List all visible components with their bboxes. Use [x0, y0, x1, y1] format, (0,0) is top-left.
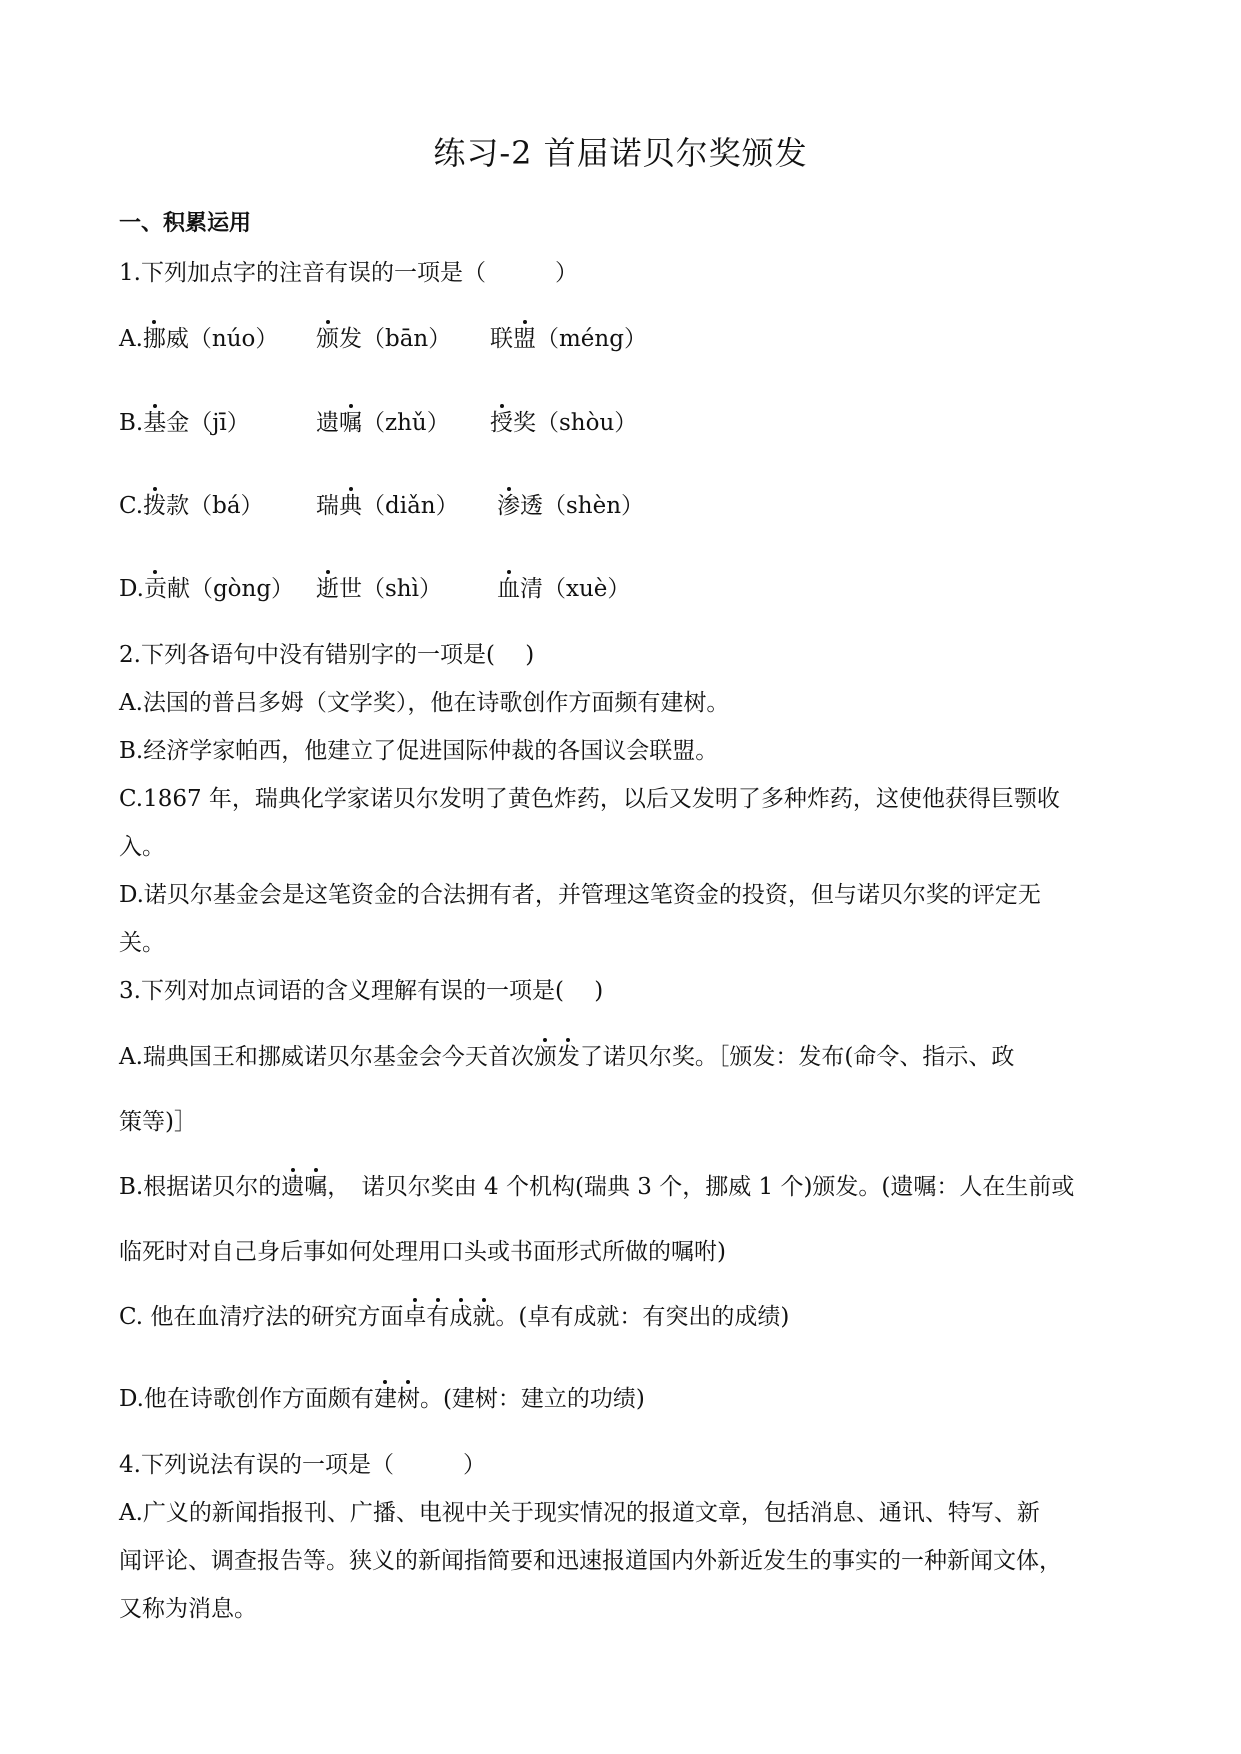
emphasis-dot-word — [534, 1044, 580, 1070]
emphasis-dot-char: 拨 — [143, 493, 167, 519]
emphasis-dot-char: 贡 — [143, 576, 167, 602]
emphasis-dot-word — [374, 1386, 420, 1412]
emphasis-dot-char: 授 — [490, 410, 513, 436]
emphasis-dot-char: 发 — [556, 1044, 580, 1070]
q1-option-c-3: 渗透（shèn） — [497, 493, 645, 519]
q2-option-a: A.法国的普吕多姆（文学奖），他在诗歌创作方面频有建树。 — [119, 690, 730, 716]
q4-option-a-line1: A.广义的新闻指报刊、广播、电视中关于现实情况的报道文章，包括消息、通讯、特写、新 — [119, 1500, 1040, 1526]
emphasis-dot-char: 就 — [472, 1304, 496, 1330]
q1-option-d-1: D.贡献（gòng） — [119, 576, 295, 602]
q1-option-b-2: 遗嘱（zhǔ） — [316, 410, 450, 436]
emphasis-dot-char: 嘱 — [304, 1174, 328, 1200]
q3-option-c: C. 他在血清疗法的研究方面卓有成就。(卓有成就：有突出的成绩) — [119, 1304, 790, 1330]
q2-option-c-line1: C.1867 年，瑞典化学家诺贝尔发明了黄色炸药，以后又发明了多种炸药，这使他获得巨颚收 — [119, 786, 1060, 812]
q1-option-b-3: 授奖（shòu） — [490, 410, 638, 436]
emphasis-dot-char: 渗 — [497, 493, 520, 519]
q3-option-b-line1: B.根据诺贝尔的遗嘱， 诺贝尔奖由 4 个机构(瑞典 3 个，挪威 1 个)颁发。(遗嘱：人在生前或 — [119, 1174, 1075, 1200]
q1-option-b-1: B.基金（jī） — [119, 410, 250, 436]
emphasis-dot-char: 颁 — [533, 1044, 557, 1070]
emphasis-dot-char: 建 — [373, 1386, 397, 1412]
emphasis-dot-char: 成 — [449, 1304, 473, 1330]
q2-option-b: B.经济学家帕西，他建立了促进国际仲裁的各国议会联盟。 — [119, 738, 719, 764]
q1-option-a-2: 颁发（bān） — [316, 326, 452, 352]
q1-option-d-3: 血清（xuè） — [497, 576, 631, 602]
section-heading: 一、积累运用 — [119, 211, 252, 236]
emphasis-dot-char: 嘱 — [339, 410, 362, 436]
emphasis-dot-char: 基 — [143, 410, 167, 436]
emphasis-dot-char: 逝 — [316, 576, 339, 602]
q1-option-d-2: 逝世（shì） — [316, 576, 442, 602]
emphasis-dot-char: 挪 — [142, 326, 166, 352]
q1-option-c-1: C.拨款（bá） — [119, 493, 264, 519]
emphasis-dot-word — [281, 1174, 327, 1200]
q4-option-a-line2: 闻评论、调查报告等。狭义的新闻指简要和迅速报道国内外新近发生的事实的一种新闻文体， — [119, 1548, 1062, 1574]
q1-option-a-3: 联盟（méng） — [490, 326, 647, 352]
question-2-stem: 2.下列各语句中没有错别字的一项是( ) — [119, 642, 535, 668]
emphasis-dot-char: 颁 — [316, 326, 339, 352]
question-1-stem: 1.下列加点字的注音有误的一项是（ ） — [119, 260, 578, 286]
q2-option-d-line2: 关。 — [119, 930, 165, 956]
question-4-stem: 4.下列说法有误的一项是（ ） — [119, 1452, 486, 1478]
emphasis-dot-char: 遗 — [281, 1174, 305, 1200]
emphasis-dot-char: 典 — [339, 493, 362, 519]
q1-option-a-1: A.挪威（núo） — [119, 326, 279, 352]
emphasis-dot-word — [403, 1304, 495, 1330]
question-3-stem: 3.下列对加点词语的含义理解有误的一项是( ) — [119, 978, 604, 1004]
q3-option-a-line2: 策等)］ — [119, 1109, 197, 1135]
q4-option-a-line3: 又称为消息。 — [119, 1596, 257, 1622]
emphasis-dot-char: 有 — [426, 1304, 450, 1330]
q3-option-b-line2: 临死时对自己身后事如何处理用口头或书面形式所做的嘱咐) — [119, 1239, 726, 1265]
page-title: 练习-2 首届诺贝尔奖颁发 — [433, 134, 808, 172]
q1-option-c-2: 瑞典（diǎn） — [316, 493, 459, 519]
emphasis-dot-char: 树 — [396, 1386, 420, 1412]
q3-option-a-line1: A.瑞典国王和挪威诺贝尔基金会今天首次颁发了诺贝尔奖。［颁发：发布(命令、指示、政 — [119, 1044, 1015, 1070]
emphasis-dot-char: 盟 — [513, 326, 536, 352]
q2-option-d-line1: D.诺贝尔基金会是这笔资金的合法拥有者，并管理这笔资金的投资，但与诺贝尔奖的评定无 — [119, 882, 1041, 908]
q3-option-d: D.他在诗歌创作方面颇有建树。(建树：建立的功绩) — [119, 1386, 645, 1412]
emphasis-dot-char: 血 — [497, 576, 520, 602]
q2-option-c-line2: 入。 — [119, 834, 165, 860]
emphasis-dot-char: 卓 — [403, 1304, 427, 1330]
